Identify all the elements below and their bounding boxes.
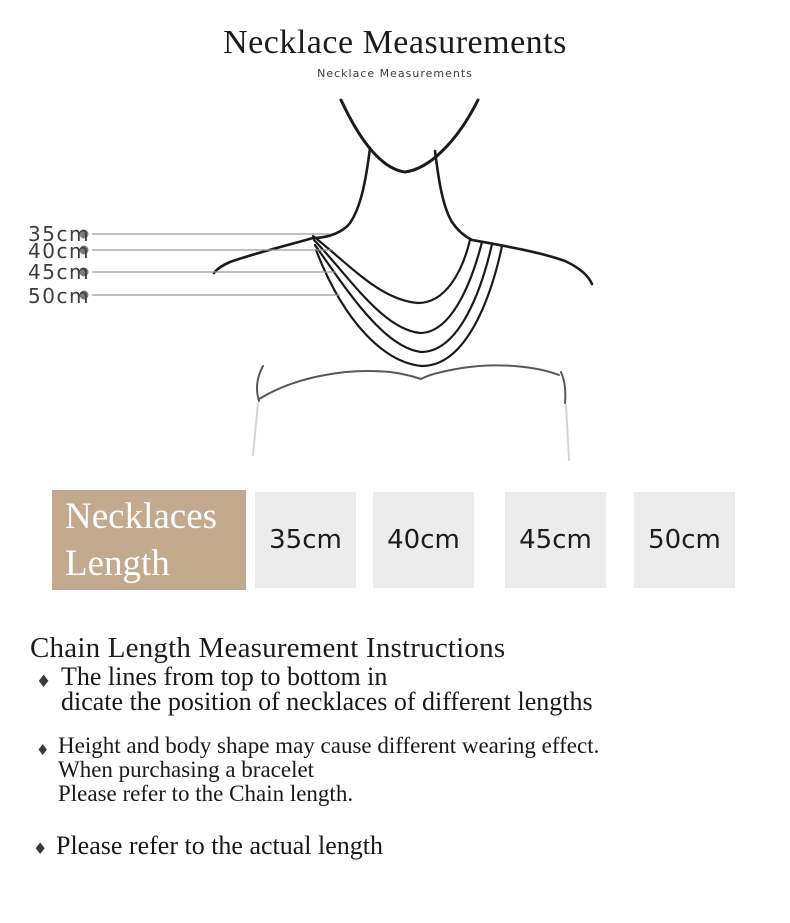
jaw-outline — [341, 100, 478, 172]
bullet-1-line-1: The lines from top to bottom in — [61, 662, 388, 691]
arm-right-outline — [566, 405, 569, 460]
bullet-diamond-icon: ♦ — [36, 672, 52, 692]
necklace-strand-40cm — [314, 240, 482, 333]
bullet-item-1 — [61, 664, 593, 714]
length-label-40cm: 40cm — [28, 239, 90, 263]
table-header-line2: Length — [65, 543, 170, 584]
neck-left-outline — [313, 148, 370, 238]
length-label-50cm: 50cm — [28, 284, 90, 308]
bullet-2-line-3: Please refer to the Chain length. — [58, 781, 354, 806]
table-cell-40cm: 40cm — [373, 492, 474, 588]
arm-left-outline — [253, 403, 258, 455]
instructions-heading: Chain Length Measurement Instructions — [30, 632, 506, 664]
shoulder-left-outline — [214, 238, 313, 273]
chest-outline — [259, 365, 559, 399]
bullet-2-line-2: When purchasing a bracelet — [58, 757, 315, 782]
chest-right-tick — [561, 372, 565, 403]
length-label-35cm: 35cm — [28, 222, 90, 246]
shoulder-right-outline — [472, 240, 592, 284]
bullet-item-3 — [56, 832, 383, 860]
bullet-3-line-1: Please refer to the actual length — [56, 831, 384, 860]
page-subtitle: Necklace Measurements — [317, 67, 473, 80]
chest-left-tick — [257, 366, 263, 401]
bullet-2-line-1: Height and body shape may cause different wearing effect. — [58, 733, 600, 758]
table-header-necklaces-length — [52, 490, 246, 590]
neck-right-outline — [435, 151, 472, 240]
page-title: Necklace Measurements — [223, 24, 567, 61]
bullet-diamond-icon: ♦ — [33, 839, 48, 858]
length-label-45cm: 45cm — [28, 260, 90, 284]
bullet-diamond-icon: ♦ — [36, 741, 50, 759]
necklace-diagram — [0, 85, 790, 485]
bullet-item-2 — [58, 734, 599, 806]
bullet-1-line-2: dicate the position of necklaces of different lengths — [61, 687, 593, 716]
table-header-line1: Necklaces — [65, 496, 218, 537]
table-cell-50cm: 50cm — [634, 492, 735, 588]
table-cell-45cm: 45cm — [505, 492, 606, 588]
callout-lines — [92, 234, 340, 295]
table-cell-35cm: 35cm — [255, 492, 356, 588]
